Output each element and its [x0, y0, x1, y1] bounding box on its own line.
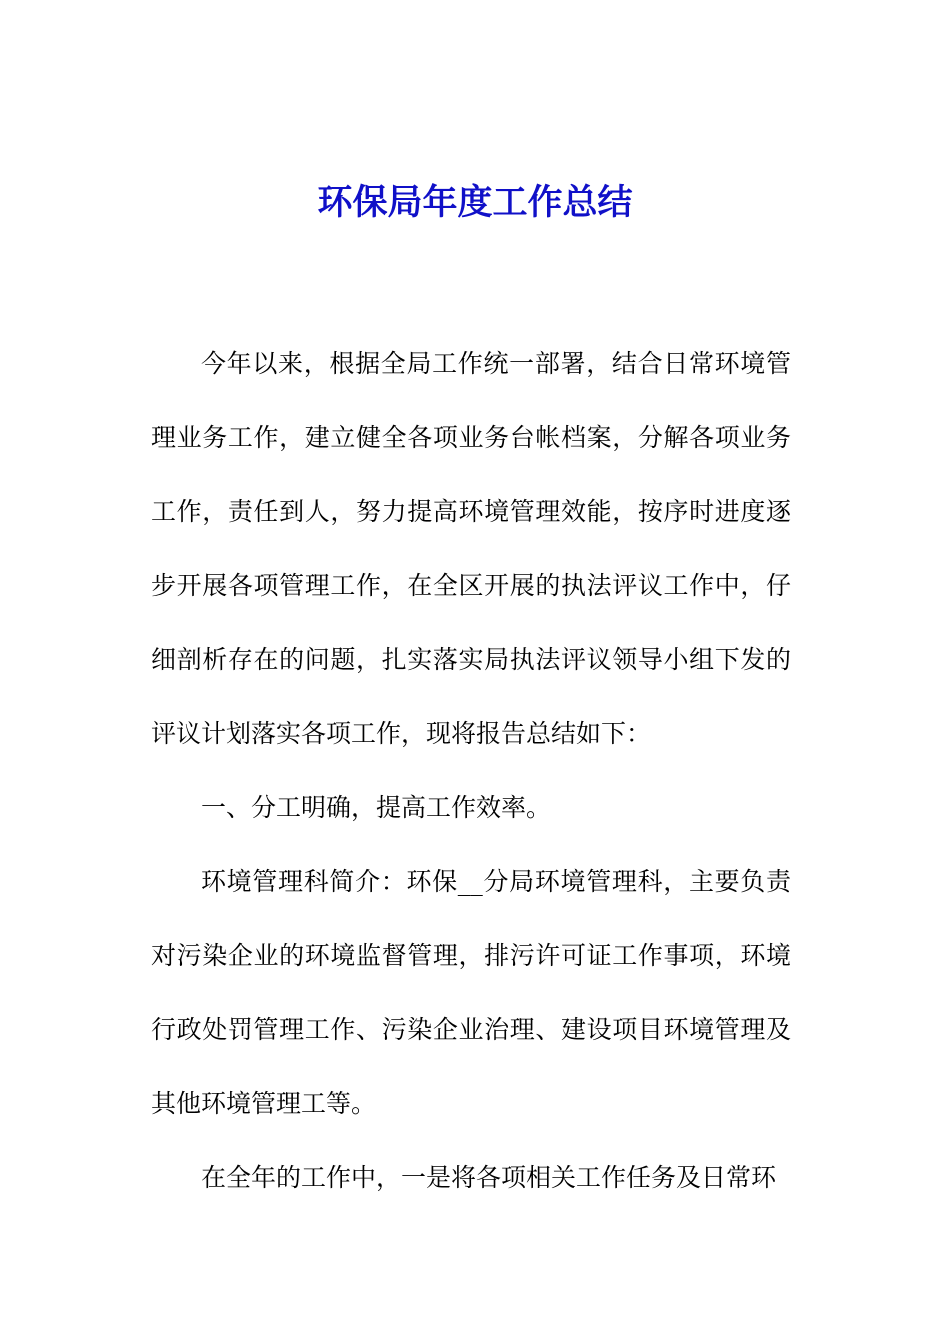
- paragraph-department-intro: 环境管理科简介：环保__分局环境管理科，主要负责对污染企业的环境监督管理，排污许可证工作事项，环境行政处罚管理工作、污染企业治理、建设项目环境管理及其他环境管理工等。: [151, 867, 791, 1118]
- document-title: 环保局年度工作总结: [317, 182, 633, 223]
- paragraph-section-heading: 一、分工明确，提高工作效率。: [201, 793, 552, 822]
- paragraph-annual-work: 在全年的工作中，一是将各项相关工作任务及日常环: [201, 1163, 777, 1192]
- document-body: [151, 327, 791, 1215]
- paragraph-intro: 今年以来，根据全局工作统一部署，结合日常环境管理业务工作，建立健全各项业务台帐档案，分解各项业务工作，责任到人，努力提高环境管理效能，按序时进度逐步开展各项管理工作，在全区开展的执法评议工作中，仔细剖析存在的问题，扎实落实局执法评议领导小组下发的评议计划落实各项工作，现将报告总结如下：: [151, 349, 791, 748]
